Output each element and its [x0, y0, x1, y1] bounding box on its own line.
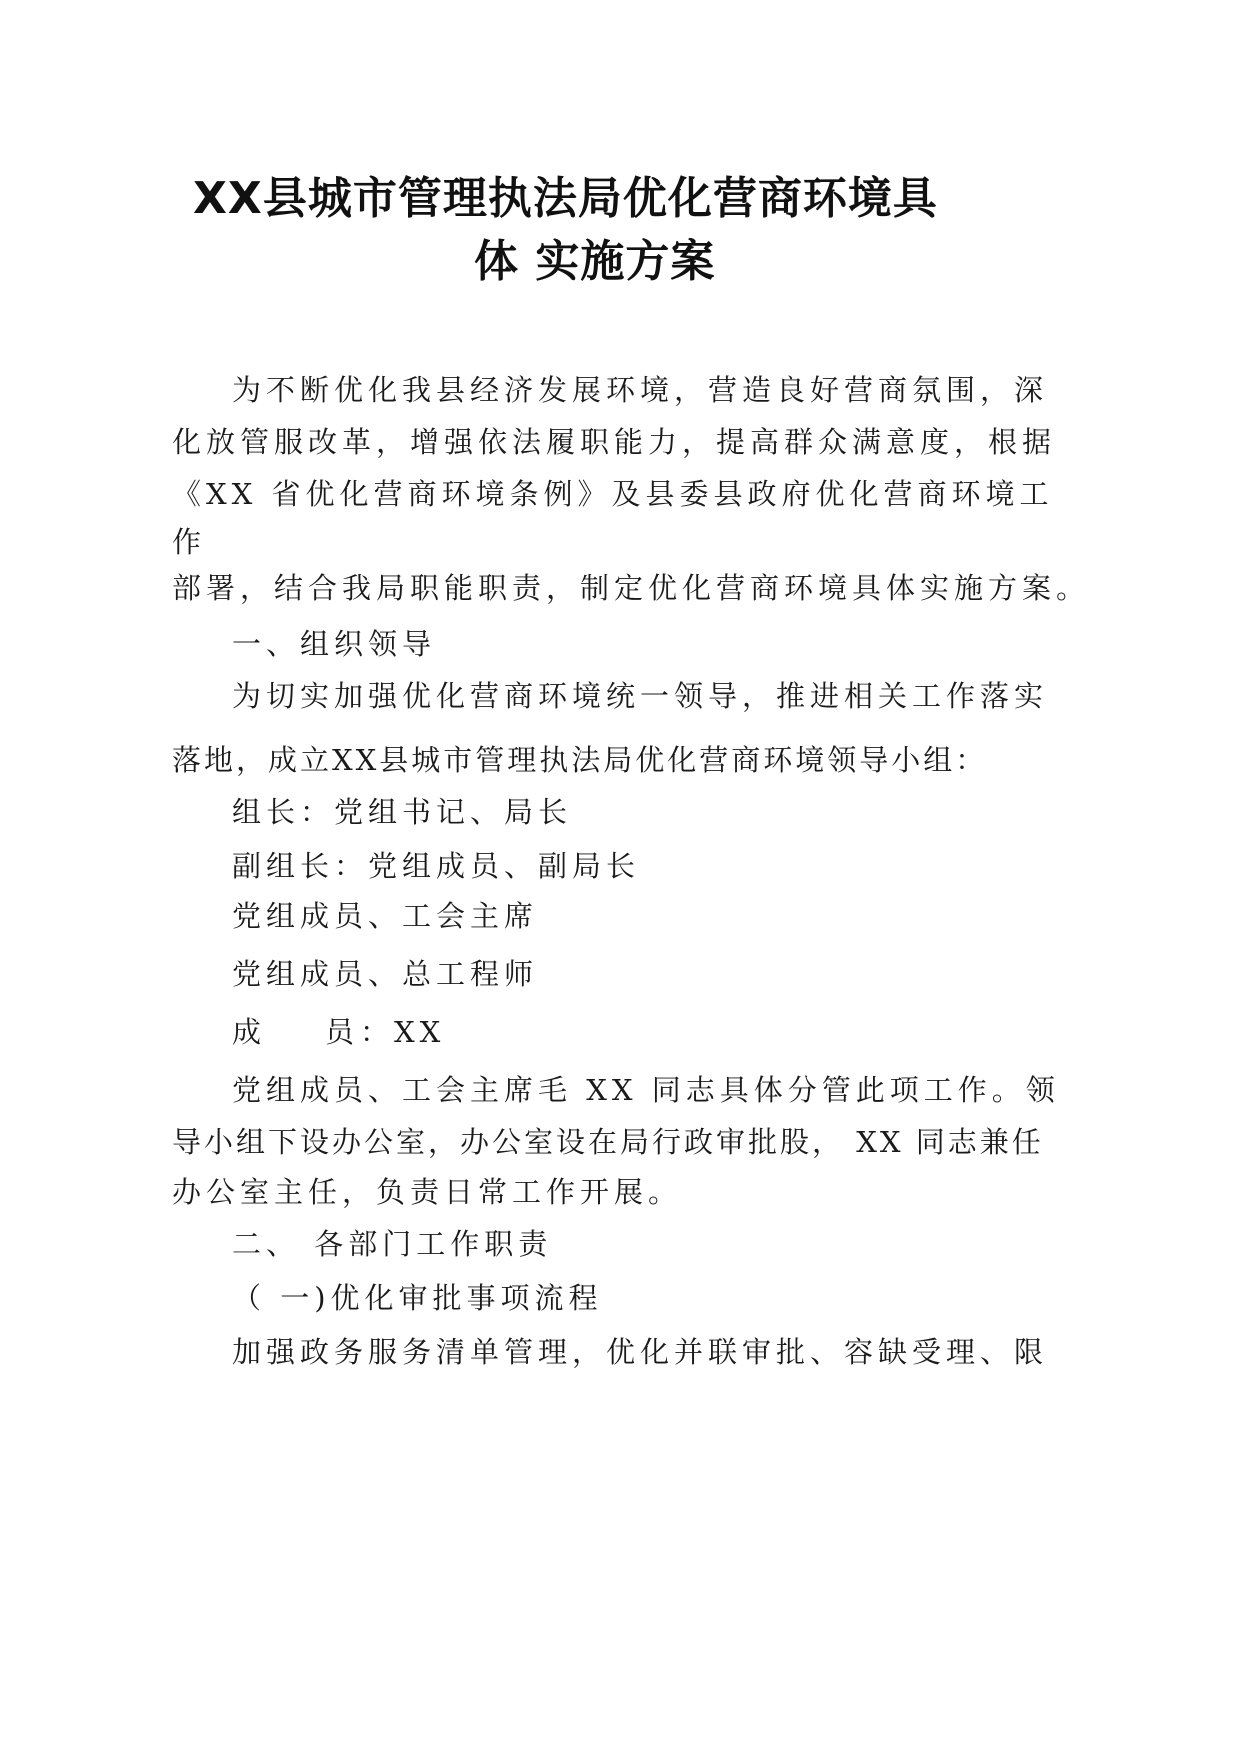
member-chief-engineer-line: 党组成员、总工程师 [232, 957, 539, 991]
section-2-subheading-1: （ 一)优化审批事项流程 [232, 1281, 603, 1315]
members-line [232, 1010, 532, 1050]
intro-line-3: 《XX 省优化营商环境条例》及县委县政府优化营商环境工 [172, 477, 1054, 511]
intro-line-5: 部署，结合我局职能职责，制定优化营商环境具体实施方案。 [172, 571, 1091, 605]
members-value: ：XX [360, 1015, 446, 1049]
section-2-heading: 二、 各部门工作职责 [232, 1227, 553, 1261]
section-1-paragraph-2-line-2: 导小组下设办公室，办公室设在局行政审批股， XX 同志兼任 [172, 1125, 1044, 1159]
deputy-leader-line: 副组长：党组成员、副局长 [232, 849, 641, 883]
section-1-paragraph-1-line-2: 落地，成立XX县城市管理执法局优化营商环境领导小组： [172, 743, 988, 777]
section-1-paragraph-2-line-3: 办公室主任，负责日常工作开展。 [172, 1175, 683, 1209]
members-label-char-2: 员 [325, 1015, 360, 1049]
document-title-line-1: XX县城市管理执法局优化营商环境具 [193, 173, 938, 224]
document-title-line-2: 体 实施方案 [474, 236, 716, 287]
section-1-paragraph-2-line-1: 党组成员、工会主席毛 XX 同志具体分管此项工作。领 [232, 1073, 1060, 1107]
members-label-char-1: 成 [232, 1015, 267, 1049]
leader-line: 组长：党组书记、局长 [232, 795, 573, 829]
intro-line-1: 为不断优化我县经济发展环境，营造良好营商氛围，深 [232, 373, 1049, 407]
member-union-chair-line: 党组成员、工会主席 [232, 899, 539, 933]
section-1-paragraph-1-line-1: 为切实加强优化营商环境统一领导，推进相关工作落实 [232, 679, 1049, 713]
section-1-heading: 一、组织领导 [232, 627, 437, 661]
section-2-paragraph-1-line-1: 加强政务服务清单管理，优化并联审批、容缺受理、限 [232, 1335, 1049, 1369]
intro-line-2: 化放管服改革，增强依法履职能力，提高群众满意度，根据 [172, 425, 1057, 459]
intro-line-4: 作 [172, 525, 207, 559]
